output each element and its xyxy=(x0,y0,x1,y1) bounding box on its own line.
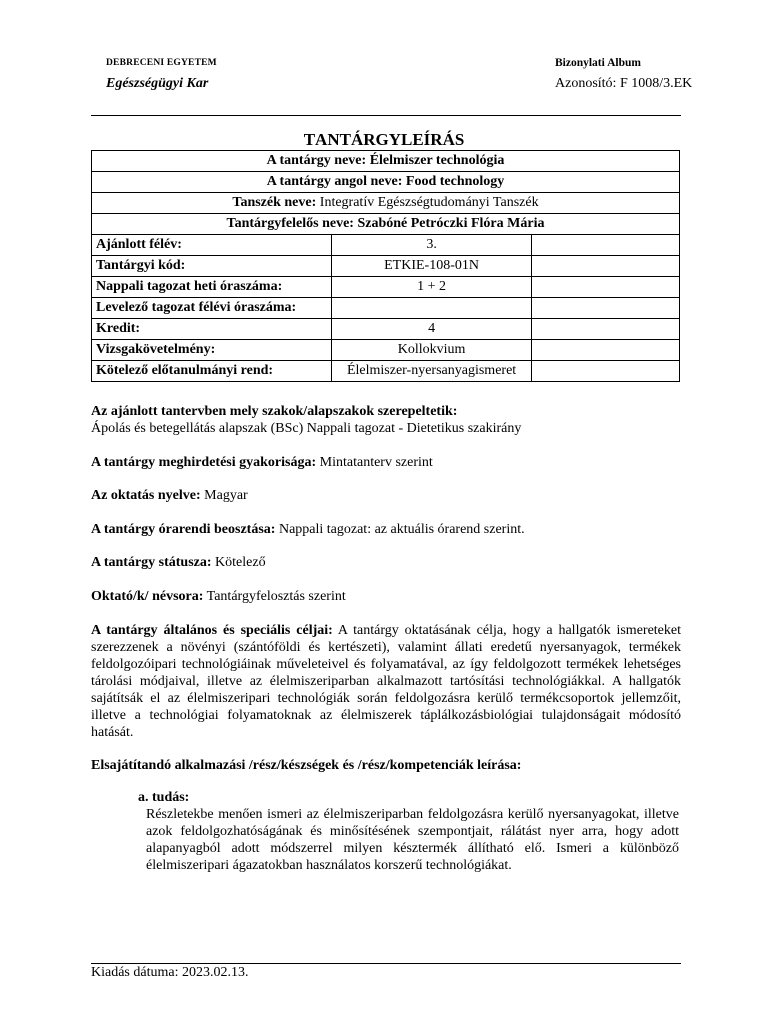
competence-label: Elsajátítandó alkalmazási /rész/készségek és /rész/kompetenciák leírása: xyxy=(91,758,522,773)
teachers-value: Tantárgyfelosztás szerint xyxy=(206,589,346,604)
programs-section xyxy=(91,403,681,437)
course-name-cell: A tantárgy neve: Élelmiszer technológia xyxy=(92,151,680,172)
university-name: DEBRECENI EGYETEM xyxy=(106,58,217,68)
department-cell: Tanszék neve: Integratív Egészségtudományi Tanszék xyxy=(92,193,680,214)
english-name-cell: A tantárgy angol neve: Food technology xyxy=(92,172,680,193)
programs-value: Ápolás és betegellátás alapszak (BSc) Nappali tagozat - Dietetikus szakirány xyxy=(91,421,522,436)
frequency-section xyxy=(91,454,681,471)
knowledge-label: a. tudás: xyxy=(138,790,190,805)
knowledge-value: Részletekbe menően ismeri az élelmiszeriparban feldolgozásra kerülő nyersanyagokat, illetve azok feldolgozhatóságának és minősítésének szempontjait, rálátást nyer arra, hogy adott alapanyagból adott módszerrel milyen késztermék állítható elő. Ismeri a különböző élelmiszeripari ágazatokban használatos korszerű technológiákat. xyxy=(146,807,679,873)
teachers-label: Oktató/k/ névsora: xyxy=(91,589,204,604)
header-rule xyxy=(91,115,681,116)
table-row: Tantárgyi kód: ETKIE-108-01N xyxy=(92,256,680,277)
table-row xyxy=(92,214,680,235)
goals-value: A tantárgy oktatásának célja, hogy a hallgatók ismereteket szerezzenek a növényi (szántóföldi és kertészeti), valamint állati eredetű nyersanyagok, termékek feldolgozóipari technológiáinak műveleteivel és folyamatával, az így feldolgozott termékek lehetséges tárolási módjaival, illetve az élelmiszeriparban alkalmazott tartósítási technológiákkal. A hallgatók sajátítsák el az élelmiszeripari technológiák során feldolgozásra kerülő termékcsoportok jellemzőit, illetve a technológiai folyamatoknak az élelmiszerek táplálkozásbiológiai tulajdonságait módosító hatását. xyxy=(91,623,681,740)
table-row: Ajánlott félév: 3. xyxy=(92,235,680,256)
table-row xyxy=(92,193,680,214)
title-rest: ANTÁRGYLEÍRÁS xyxy=(315,130,465,149)
competence-heading xyxy=(91,757,681,774)
table-row xyxy=(92,172,680,193)
schedule-value: Nappali tagozat: az aktuális órarend szerint. xyxy=(278,522,525,537)
faculty-name: Egészségügyi Kar xyxy=(106,76,209,91)
table-row: Kötelező előtanulmányi rend: Élelmiszer-nyersanyagismeret xyxy=(92,361,680,382)
status-label: A tantárgy státusza: xyxy=(91,555,212,570)
status-section xyxy=(91,554,681,571)
schedule-section xyxy=(91,521,681,538)
album-title: Bizonylati Album xyxy=(555,57,641,69)
table-row: Levelező tagozat félévi óraszáma: xyxy=(92,298,680,319)
course-info-table xyxy=(91,150,680,382)
table-row: Vizsgakövetelmény: Kollokvium xyxy=(92,340,680,361)
table-row: Nappali tagozat heti óraszáma: 1 + 2 xyxy=(92,277,680,298)
issue-date: Kiadás dátuma: 2023.02.13. xyxy=(91,965,249,980)
programs-label: Az ajánlott tantervben mely szakok/alapszakok szerepeltetik: xyxy=(91,404,458,419)
table-row xyxy=(92,151,680,172)
responsible-cell: Tantárgyfelelős neve: Szabóné Petróczki Flóra Mária xyxy=(92,214,680,235)
footer-rule xyxy=(91,963,681,964)
goals-section xyxy=(91,622,681,741)
title-initial: T xyxy=(303,130,316,149)
page-title xyxy=(0,130,768,150)
frequency-value: Mintatanterv szerint xyxy=(319,455,433,470)
document-identifier: Azonosító: F 1008/3.EK xyxy=(555,76,693,91)
table-row: Kredit: 4 xyxy=(92,319,680,340)
language-section xyxy=(91,487,681,504)
teachers-section xyxy=(91,588,681,605)
frequency-label: A tantárgy meghirdetési gyakorisága: xyxy=(91,455,317,470)
schedule-label: A tantárgy órarendi beosztása: xyxy=(91,522,276,537)
language-label: Az oktatás nyelve: xyxy=(91,488,201,503)
language-value: Magyar xyxy=(204,488,248,503)
goals-label: A tantárgy általános és speciális céljai: xyxy=(91,623,333,638)
status-value: Kötelező xyxy=(215,555,266,570)
